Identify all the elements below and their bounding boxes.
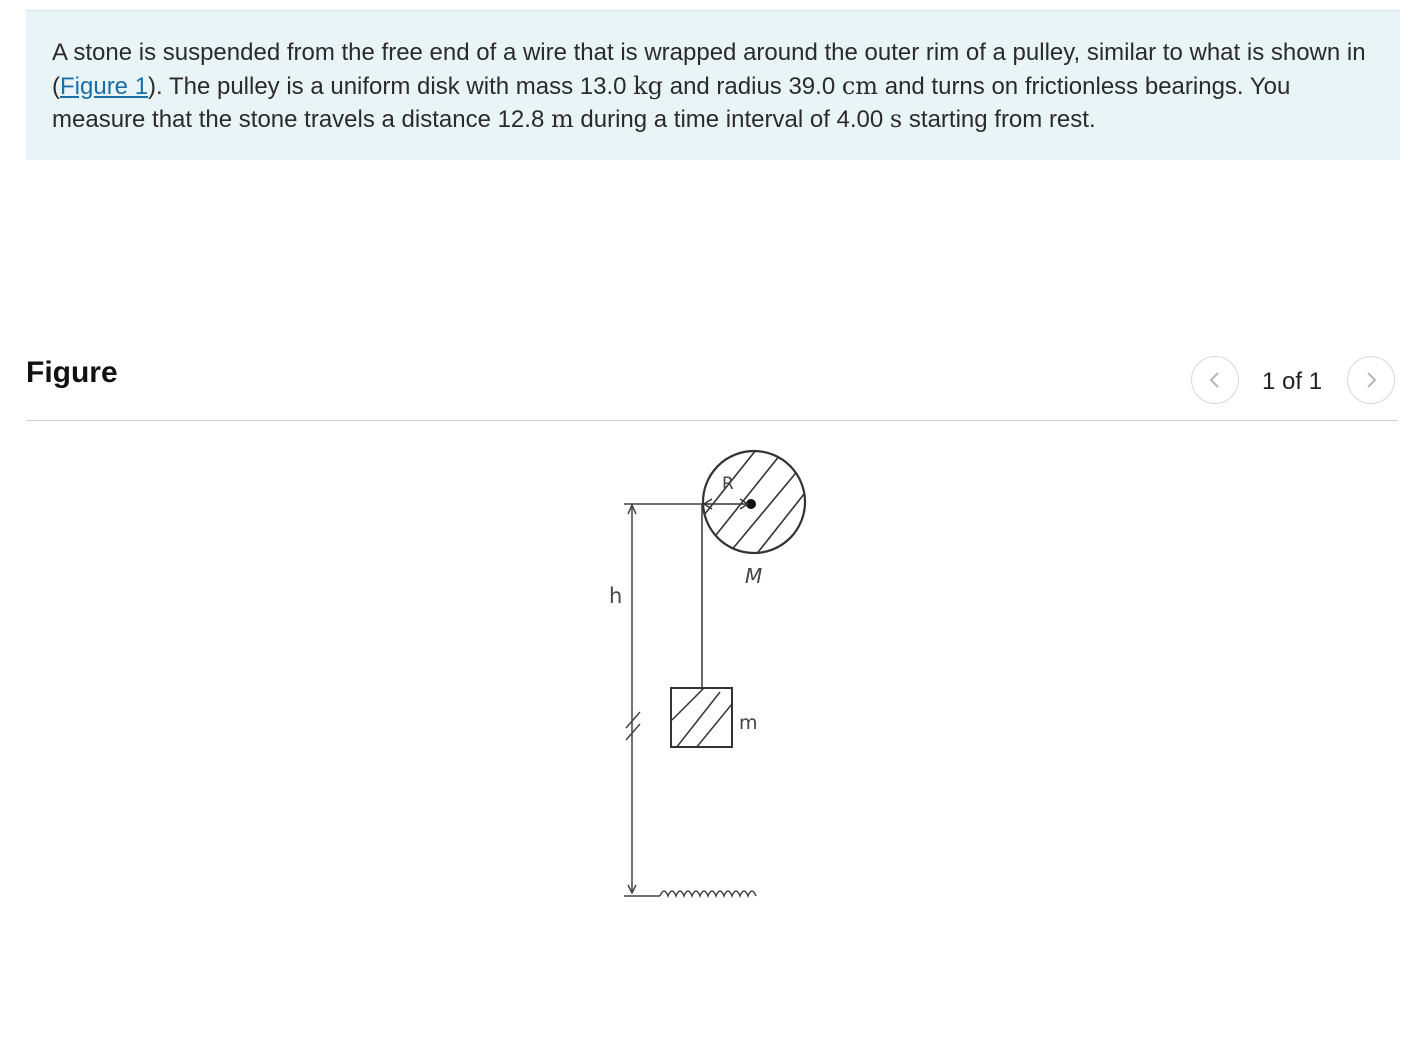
figure-link[interactable]: Figure 1 [60,72,149,100]
stone-block [671,688,732,748]
next-figure-button[interactable] [1347,356,1395,404]
pulley-disk [700,445,812,556]
problem-statement [26,10,1400,160]
chevron-left-icon [1205,370,1225,390]
radius-label: R [722,474,734,494]
height-dimension [626,505,640,893]
stone-mass-label: m [739,712,758,734]
figure-heading: Figure [26,356,118,389]
chevron-right-icon [1361,370,1381,390]
pulley-figure [590,440,830,920]
problem-text: A stone is suspended from the free end of a wire that is wrapped around the outer rim of a pulley, similar to what is shown in (Figure 1). The pulley is a uniform disk with mass 13.0 kg and radius 39.0 cm and turns on frictionless bearings. You measure that the stone travels a distance 12.8 m during a time interval of 4.00 s starting from rest. [52,39,1366,133]
figure-pager [1190,354,1400,406]
height-label: h [609,584,623,608]
previous-figure-button[interactable] [1191,356,1239,404]
figure-divider [26,420,1398,421]
page-indicator: 1 of 1 [1262,368,1323,395]
pulley-mass-label: M [745,564,763,588]
ground [624,891,756,896]
